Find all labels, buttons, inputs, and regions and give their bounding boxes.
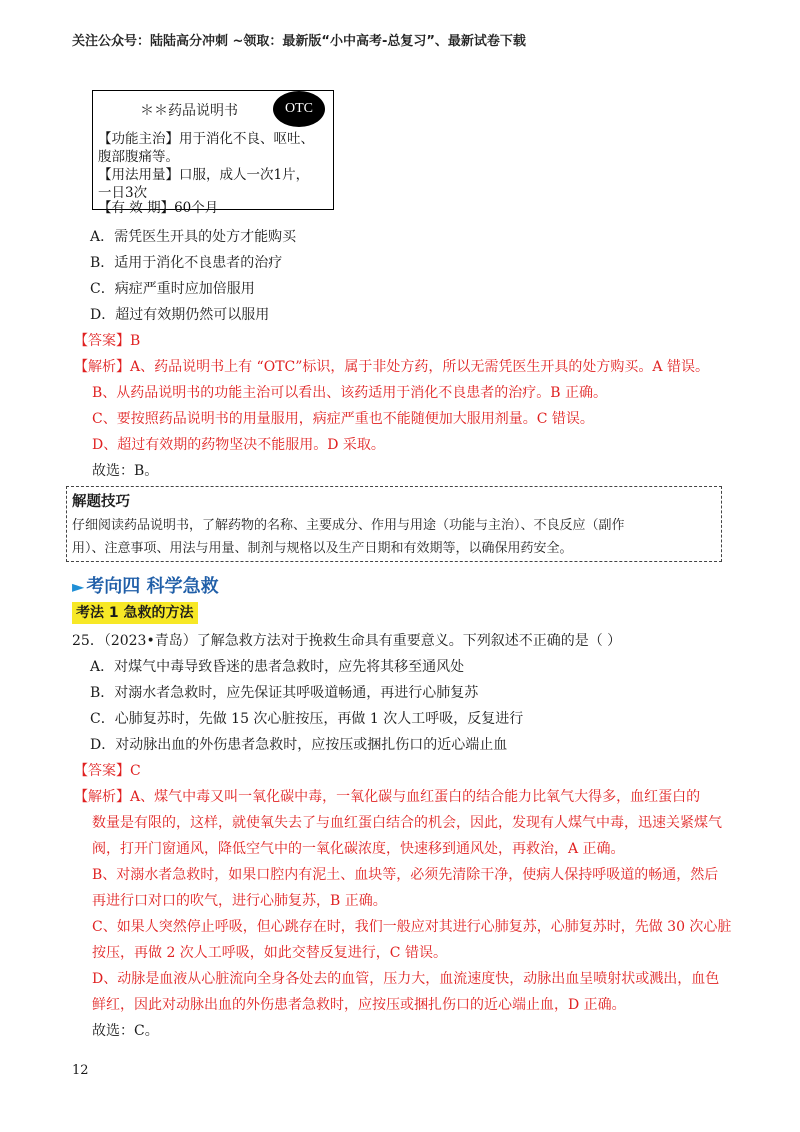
q25-option-a: A．对煤气中毒导致昏迷的患者急救时，应先将其移至通风处 bbox=[90, 659, 465, 675]
tips-title: 解题技巧 bbox=[72, 494, 130, 510]
drug-label-line: 【有 效 期】60个月 bbox=[98, 200, 219, 216]
q25-answer: 【答案】C bbox=[74, 763, 141, 779]
otc-badge: OTC bbox=[273, 91, 325, 127]
q24-option-c: C．病症严重时应加倍服用 bbox=[90, 281, 255, 297]
q24-option-a: A．需凭医生开具的处方才能购买 bbox=[90, 229, 297, 245]
section-title: 考向四 科学急救 bbox=[86, 576, 219, 597]
page-header: 关注公众号：陆陆高分冲刺 ~领取：最新版“小中高考-总复习”、最新试卷下载 bbox=[72, 34, 526, 49]
drug-label-line: 【功能主治】用于消化不良、呕吐、 bbox=[98, 131, 314, 147]
q24-analysis-line: C、要按照药品说明书的用量服用，病症严重也不能随便加大服用剂量。C 错误。 bbox=[92, 411, 594, 427]
q25-analysis-line: C、如果人突然停止呼吸，但心跳存在时，我们一般应对其进行心肺复苏，心肺复苏时，先做 30 次心脏 bbox=[92, 919, 732, 935]
q25-analysis-line: B、对溺水者急救时，如果口腔内有泥土、血块等，必须先清除干净，使病人保持呼吸道的畅通，然后 bbox=[92, 867, 719, 883]
q25-analysis-line: D、动脉是血液从心脏流向全身各处去的血管，压力大，血流速度快，动脉出血呈喷射状或溅出，血色 bbox=[92, 971, 720, 987]
page-number: 12 bbox=[72, 1063, 89, 1078]
q24-final: 故选：B。 bbox=[92, 463, 159, 479]
drug-label-line: 【用法用量】口服，成人一次1片， bbox=[98, 167, 310, 183]
q24-analysis-line: 【解析】A、药品说明书上有 “OTC”标识，属于非处方药，所以无需凭医生开具的处方购买。A 错误。 bbox=[74, 359, 709, 375]
q25-option-d: D．对动脉出血的外伤患者急救时，应按压或捆扎伤口的近心端止血 bbox=[90, 737, 508, 753]
q24-option-d: D．超过有效期仍然可以服用 bbox=[90, 307, 270, 323]
method-heading: 考法 1 急救的方法 bbox=[72, 602, 198, 624]
q25-analysis-line: 阀，打开门窗通风，降低空气中的一氧化碳浓度，快速移到通风处，再救治，A 正确。 bbox=[92, 841, 625, 857]
tips-line: 用）、注意事项、用法与用量、制剂与规格以及生产日期和有效期等，以确保用药安全。 bbox=[72, 541, 573, 556]
q24-analysis-line: D、超过有效期的药物坚决不能服用。D 采取。 bbox=[92, 437, 385, 453]
q24-option-b: B．适用于消化不良患者的治疗 bbox=[90, 255, 283, 271]
q25-question: 25．（2023•青岛）了解急救方法对于挽救生命具有重要意义。下列叙述不正确的是（ ） bbox=[72, 633, 622, 649]
q25-analysis-line: 再进行口对口的吹气，进行心肺复苏，B 正确。 bbox=[92, 893, 387, 909]
q25-analysis-line: 【解析】A、煤气中毒又叫一氧化碳中毒，一氧化碳与血红蛋白的结合能力比氧气大得多，血红蛋白的 bbox=[74, 789, 701, 805]
q25-option-c: C．心肺复苏时，先做 15 次心脏按压，再做 1 次人工呼吸，反复进行 bbox=[90, 711, 524, 727]
drug-label-line: 腹部腹痛等。 bbox=[98, 149, 179, 165]
q24-analysis-line: B、从药品说明书的功能主治可以看出、该药适用于消化不良患者的治疗。B 正确。 bbox=[92, 385, 608, 401]
q25-option-b: B．对溺水者急救时，应先保证其呼吸道畅通，再进行心肺复苏 bbox=[90, 685, 479, 701]
drug-label-title: ＊＊药品说明书 bbox=[140, 103, 238, 119]
q25-analysis-line: 按压，再做 2 次人工呼吸，如此交替反复进行，C 错误。 bbox=[92, 945, 447, 961]
section-heading bbox=[72, 572, 219, 598]
drug-label-line: 一日3次 bbox=[98, 185, 148, 201]
triangle-marker-icon: ► bbox=[72, 577, 85, 596]
q25-analysis-line: 鲜红，因此对动脉出血的外伤患者急救时，应按压或捆扎伤口的近心端止血，D 正确。 bbox=[92, 997, 626, 1013]
q25-final: 故选：C。 bbox=[92, 1023, 159, 1039]
q24-answer: 【答案】B bbox=[74, 333, 141, 349]
q25-analysis-line: 数量是有限的，这样，就使氧失去了与血红蛋白结合的机会，因此，发现有人煤气中毒，迅速关紧煤气 bbox=[92, 815, 722, 831]
tips-line: 仔细阅读药品说明书，了解药物的名称、主要成分、作用与用途（功能与主治）、不良反应（副作 bbox=[72, 518, 625, 533]
